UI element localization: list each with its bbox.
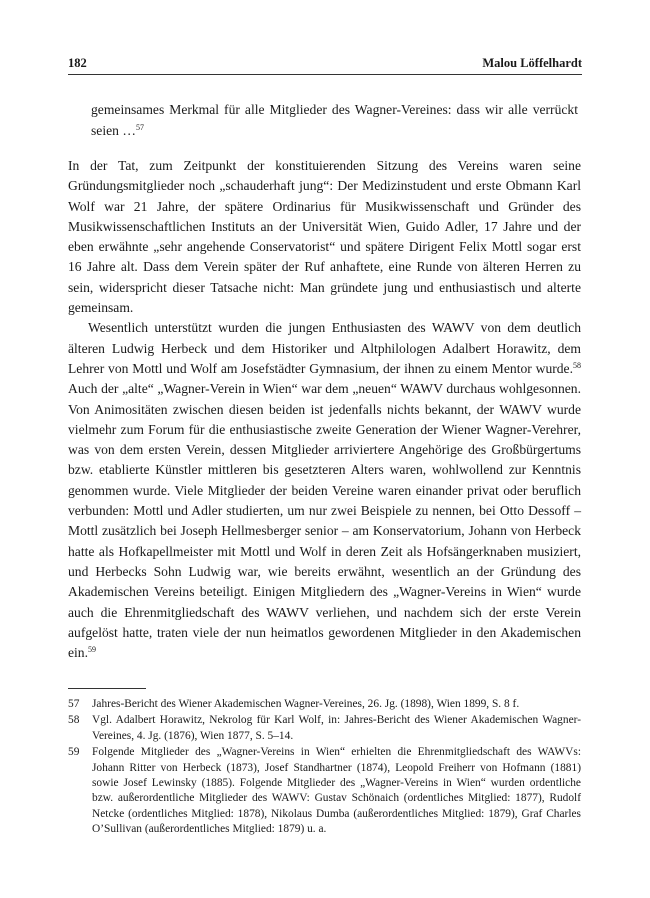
paragraph-1: In der Tat, zum Zeitpunkt der konstituierenden Sitzung des Vereins waren seine Gründungsmitglieder noch „schauderhaft jung“: Der Medizinstudent und erste Obmann Karl Wolf war 21 Jahre, der spätere Ordinarius für Musikwissenschaft und Gründer des Musikwissenschaftlichen Instituts an der Universität Wien, Guido Adler, 17 Jahre und der eben erwähnte „sehr angehende Conservatorist“ und spätere Dirigent Felix Mottl sogar erst 16 Jahre alt. Dass dem Verein später der Ruf anhaftete, eine Runde von älteren Herren zu sein, widerspricht dieser Tatsache nicht: Man gründete jung und enthusiastisch und alterte gemeinsam. (68, 158, 581, 316)
main-text (68, 156, 581, 663)
footnote-number: 58 (68, 714, 80, 727)
footnote-text: Folgende Mitglieder des „Wagner-Vereins in Wien“ erhielten die Ehrenmitgliedschaft des WAWVs: Johann Ritter von Herbeck (1873), Josef Standhartner (1874), Leopold Freiherr von Hofmann (1881) sowie Josef Lewinsky (1885). Folgende Mitglieder des „Wagner-Vereins in Wien“ wurden ordentliche bzw. außerordentliche Mitglieder des WAWV: Gustav Schönaich (ordentliches Mitglied: 1877), Rudolf Netcke (ordentliches Mitglied: 1878), Nikolaus Dumba (außerordentliches Mitglied: 1879), Graf Charles O’Sullivan (außerordentliches Mitglied: 1879) u. a. (92, 746, 581, 836)
footnote-text: Jahres-Bericht des Wiener Akademischen Wagner-Vereines, 26. Jg. (1898), Wien 1899, S. 8 f. (92, 698, 520, 710)
footnote-separator (68, 688, 146, 689)
paragraph-2-part-b: Auch der „alte“ „Wagner-Verein in Wien“ war dem „neuen“ WAWV durchaus wohlgesonnen. Von Animositäten zwischen diesen beiden ist jedenfalls nichts bekannt, der WAWV wurde vielmehr zum Forum für die enthusiastische zweite Generation der Wiener Wagner-Verehrer, was von dem ersten Verein, dessen Mitglieder arriviertere Angehörige des Großbürgertums bzw. etablierte Künstler mittleren bis gesetzteren Alters waren, wohlwollend zur Kenntnis genommen wurde. Viele Mitglieder der beiden Vereine waren einander privat oder beruflich verbunden: Mottl und Adler studierten, um nur zwei Beispiele zu nennen, bei Otto Dessoff – Mottl zusätzlich bei Joseph Hellmesberger senior – am Konservatorium, Johann von Herbeck hatte als Hofkapellmeister mit Mottl und Wolf in deren Zeit als Hofsängerknaben musiziert, und Herbecks Sohn Ludwig war, wie bereits erwähnt, wesentlich an der Gründung des Akademischen Vereins beteiligt. Einigen Mitgliedern des „Wagner-Vereins in Wien“ wurde auch die Ehrenmitgliedschaft des WAWV verliehen, und nachdem sich der erste Verein aufgelöst hatte, traten viele der nun heimatlos gewordenen Mitglieder in den Akademischen ein. (68, 381, 581, 661)
quote-text: gemeinsames Merkmal für alle Mitglieder des Wagner-Vereines: dass wir alle verrückt seien … (91, 102, 578, 138)
footnote-ref-57[interactable]: 57 (135, 122, 144, 132)
footnotes (68, 697, 581, 839)
running-header-author: Malou Löffelhardt (482, 56, 582, 70)
footnote-58 (68, 713, 581, 744)
footnote-ref-59[interactable]: 59 (88, 645, 97, 655)
page-number: 182 (68, 56, 87, 70)
footnote-text: Vgl. Adalbert Horawitz, Nekrolog für Karl Wolf, in: Jahres-Bericht des Wiener Akademischen Wagner-Vereines, 4. Jg. (1876), Wien 1877, S. 5–14. (92, 714, 581, 742)
footnote-57 (68, 697, 581, 712)
paragraph-2 (68, 318, 581, 663)
footnote-ref-58[interactable]: 58 (573, 360, 581, 370)
footnote-number: 57 (68, 698, 80, 710)
footnote-number: 59 (68, 746, 80, 759)
running-header (68, 52, 582, 75)
footnote-59 (68, 745, 581, 837)
block-quote (91, 100, 578, 141)
paragraph-2-part-a: Wesentlich unterstützt wurden die jungen Enthusiasten des WAWV von dem deutlich älteren Ludwig Herbeck und dem Historiker und Altphilologen Adalbert Horawitz, dem Lehrer von Mottl und Wolf am Josefstädter Gymnasium, der ihnen zu einem Mentor wurde. (68, 320, 581, 376)
